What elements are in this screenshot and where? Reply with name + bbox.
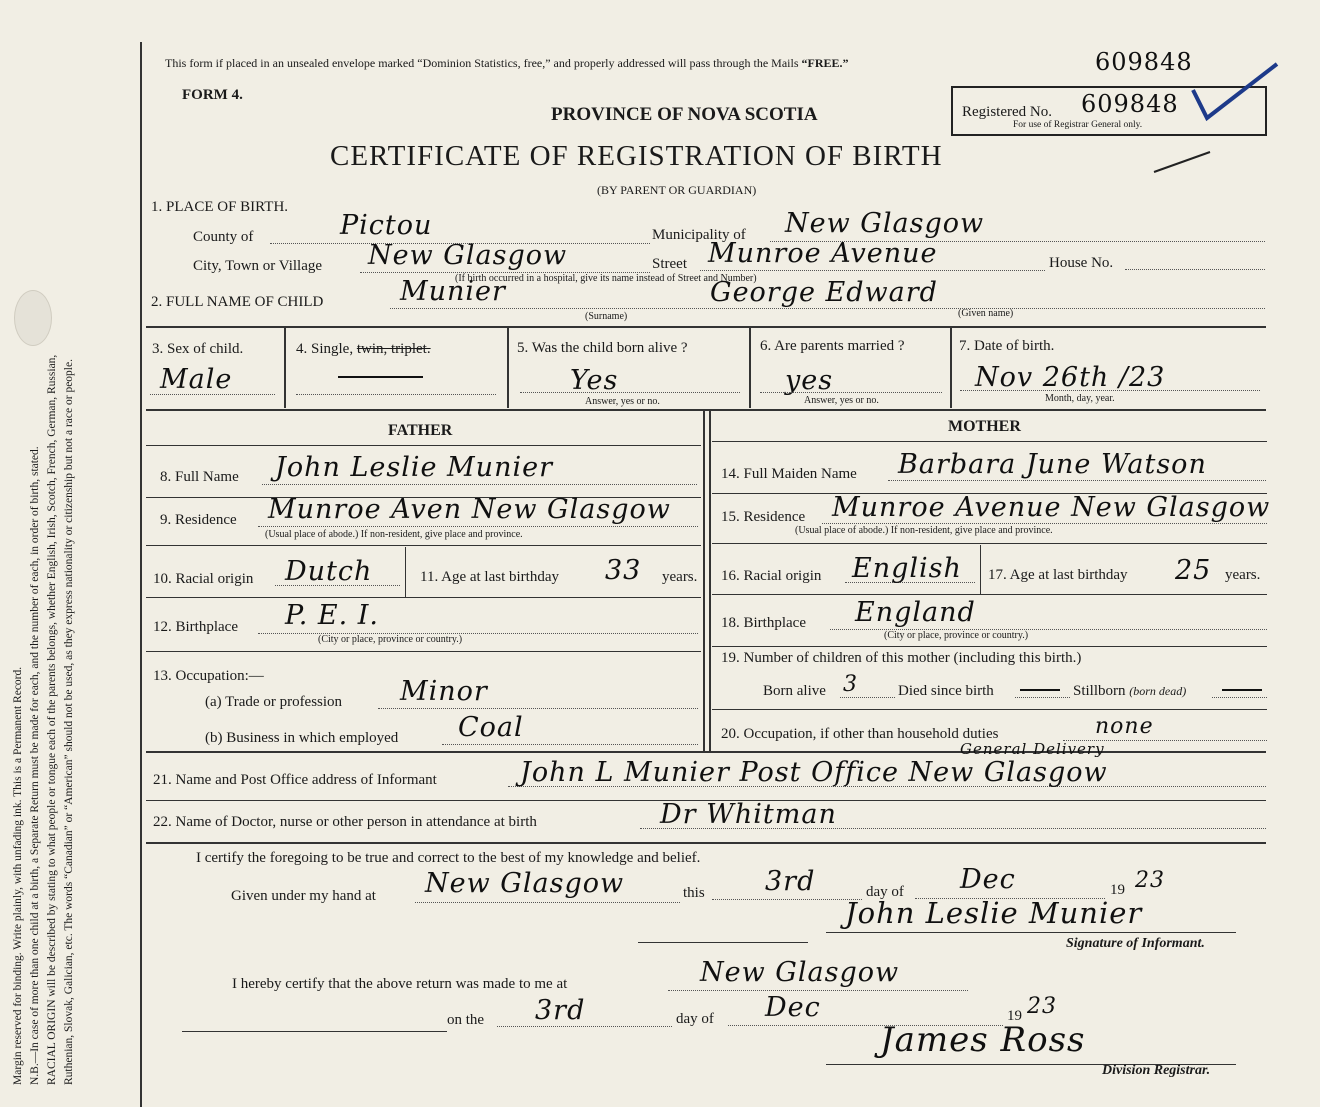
doctor-label: 22. Name of Doctor, nurse or other person in attendance at birth xyxy=(153,814,537,830)
mother-divider-16-17 xyxy=(980,545,981,594)
signature-left-rule xyxy=(638,942,808,943)
father-name-line xyxy=(262,484,697,485)
certify-statement: I certify the foregoing to be true and correct to the best of my knowledge and belief. xyxy=(196,850,701,866)
parents-divider-b xyxy=(709,411,711,751)
informant-value: John L Munier Post Office New Glasgow xyxy=(520,757,1108,788)
given-day-line xyxy=(712,899,862,900)
father-divider-10-11 xyxy=(405,547,406,597)
divider-6-7 xyxy=(950,328,952,408)
rule-parents-top xyxy=(146,409,1266,411)
child-name-line xyxy=(390,308,1265,309)
registrar-place-value: New Glasgow xyxy=(700,957,900,988)
child-surname-value: Munier xyxy=(400,276,506,307)
mother-age-unit: years. xyxy=(1225,567,1261,583)
registrar-day-of-label: day of xyxy=(676,1011,714,1027)
single-line xyxy=(296,394,496,395)
house-number-line xyxy=(1125,269,1265,270)
mail-note xyxy=(165,56,849,71)
registrar-statement: I hereby certify that the above return was made to me at xyxy=(232,976,568,992)
stillborn-label xyxy=(1073,683,1186,700)
dob-value: Nov 26th /23 xyxy=(975,362,1166,393)
father-residence-label: 9. Residence xyxy=(160,512,237,528)
father-name-label: 8. Full Name xyxy=(160,469,239,485)
married-line xyxy=(760,392,942,393)
corner-mark-stroke xyxy=(1150,148,1220,178)
mother-occupation-label: 20. Occupation, if other than household duties xyxy=(721,726,999,742)
municipality-label: Municipality of xyxy=(652,227,746,243)
married-label: 6. Are parents married ? xyxy=(760,338,905,354)
trade-line xyxy=(378,708,698,709)
child-name-label: 2. FULL NAME OF CHILD xyxy=(151,294,324,310)
rule-row3-top xyxy=(146,326,1266,328)
county-label: County of xyxy=(193,229,254,245)
registrar-signature: James Ross xyxy=(880,1020,1086,1060)
mother-rule-18 xyxy=(712,646,1267,647)
given-month-value: Dec xyxy=(960,864,1016,895)
registrar-left-rule xyxy=(182,1031,447,1032)
street-value: Munroe Avenue xyxy=(708,238,938,269)
mother-age-label: 17. Age at last birthday xyxy=(988,567,1128,583)
died-since-birth-dash xyxy=(1020,689,1060,691)
single-text: 4. Single, xyxy=(296,341,354,357)
doctor-value: Dr Whitman xyxy=(660,799,837,830)
alive-label: 5. Was the child born alive ? xyxy=(517,340,688,356)
registrar-day-line xyxy=(497,1026,672,1027)
died-since-birth-label: Died since birth xyxy=(898,683,994,699)
father-residence-value: Munroe Aven New Glasgow xyxy=(268,494,671,525)
mother-racial-value: English xyxy=(852,553,962,584)
mother-name-line xyxy=(888,480,1266,481)
single-label xyxy=(296,341,431,358)
sex-value: Male xyxy=(160,364,233,395)
this-label: this xyxy=(683,885,705,901)
certificate-title: CERTIFICATE OF REGISTRATION OF BIRTH xyxy=(330,140,943,172)
binding-margin-line xyxy=(140,42,142,1107)
alive-caption: Answer, yes or no. xyxy=(585,396,660,407)
born-alive-label: Born alive xyxy=(763,683,826,699)
trade-value: Minor xyxy=(400,676,488,707)
corner-number: 609848 xyxy=(1095,48,1193,76)
registrar-day-value: 3rd xyxy=(535,995,586,1026)
mother-age-value: 25 xyxy=(1175,555,1212,586)
on-the-label: on the xyxy=(447,1012,485,1028)
given-day-value: 3rd xyxy=(765,866,816,897)
margin-note-4: Ruthenian, Slovak, Galician, etc. The words “Canadian” or “American” should not be used, as they express nationality or citizenship but not a race or people. xyxy=(63,359,75,1085)
business-label: (b) Business in which employed xyxy=(205,730,399,746)
given-year-prefix: 19 xyxy=(1110,882,1125,898)
county-value: Pictou xyxy=(340,210,433,241)
alive-value: Yes xyxy=(570,365,619,396)
born-alive-value: 3 xyxy=(843,672,858,697)
hospital-note: (If birth occurred in a hospital, give its name instead of Street and Number) xyxy=(455,273,757,284)
alive-line xyxy=(520,392,740,393)
registrar-note: For use of Registrar General only. xyxy=(1013,120,1143,130)
margin-note-3: RACIAL ORIGIN will be described by stating to what people or tongue each of the parents belongs, whether English, Irish, Scotch, French, German, Russian, xyxy=(46,354,58,1085)
married-caption: Answer, yes or no. xyxy=(804,395,879,406)
mother-name-label: 14. Full Maiden Name xyxy=(721,466,857,482)
registrar-year-value: 23 xyxy=(1027,994,1057,1019)
father-rule-11 xyxy=(146,597,701,598)
margin-note-2: N.B.—In case of more than one child at a birth, a Separate Return must be made for each, and the number of each, in order of birth, stated. xyxy=(29,446,41,1085)
single-stroke-mark xyxy=(338,376,423,378)
business-line xyxy=(442,744,698,745)
father-heading: FATHER xyxy=(388,422,453,439)
father-residence-line xyxy=(258,526,698,527)
informant-label: 21. Name and Post Office address of Informant xyxy=(153,772,437,788)
given-label: Given under my hand at xyxy=(231,888,376,904)
father-age-value: 33 xyxy=(605,555,642,586)
divider-3-4 xyxy=(284,328,286,408)
divider-5-6 xyxy=(749,328,751,408)
sex-label: 3. Sex of child. xyxy=(152,341,244,357)
mother-birthplace-label: 18. Birthplace xyxy=(721,615,806,631)
dob-line xyxy=(960,390,1260,391)
province-heading: PROVINCE OF NOVA SCOTIA xyxy=(551,104,818,125)
registrar-signature-caption: Division Registrar. xyxy=(1102,1063,1211,1078)
father-birthplace-caption: (City or place, province or country.) xyxy=(318,634,463,645)
street-line xyxy=(700,270,1045,271)
municipality-value: New Glasgow xyxy=(785,208,985,239)
given-day-of-label: day of xyxy=(866,884,904,900)
registered-number: 609848 xyxy=(1081,90,1179,118)
registrar-place-line xyxy=(668,990,968,991)
surname-caption: (Surname) xyxy=(585,311,628,322)
certificate-subtitle: (BY PARENT OR GUARDIAN) xyxy=(597,183,757,197)
mother-occupation-value: none xyxy=(1095,714,1154,739)
trade-label: (a) Trade or profession xyxy=(205,694,343,710)
city-value: New Glasgow xyxy=(368,240,568,271)
child-given-value: George Edward xyxy=(710,277,938,308)
mother-heading-rule xyxy=(712,441,1267,442)
died-since-birth-line xyxy=(1015,697,1070,698)
check-mark-stroke xyxy=(1193,64,1277,118)
check-mark xyxy=(1185,60,1285,130)
father-birthplace-label: 12. Birthplace xyxy=(153,619,238,635)
informant-insert: General Delivery xyxy=(960,740,1105,758)
given-caption: (Given name) xyxy=(958,308,1014,319)
place-of-birth-heading: 1. PLACE OF BIRTH. xyxy=(151,199,289,215)
father-racial-value: Dutch xyxy=(285,556,373,587)
sex-line xyxy=(150,394,275,395)
father-age-label: 11. Age at last birthday xyxy=(420,569,559,585)
children-label: 19. Number of children of this mother (including this birth.) xyxy=(721,650,1082,666)
divider-4-5 xyxy=(507,328,509,408)
margin-notes xyxy=(0,0,140,1107)
stillborn-note: (born dead) xyxy=(1129,684,1187,698)
born-alive-line xyxy=(840,697,895,698)
mail-note-text: This form if placed in an unsealed envelope marked “Dominion Statistics, free,” and properly addressed will pass through the Mails xyxy=(165,56,799,70)
mail-free: “FREE.” xyxy=(801,56,849,70)
mother-rule-19 xyxy=(712,709,1267,710)
form-number: FORM 4. xyxy=(182,87,243,103)
mother-residence-value: Munroe Avenue New Glasgow xyxy=(832,492,1271,523)
given-place-line xyxy=(415,902,680,903)
informant-signature-line xyxy=(826,932,1236,933)
stillborn-dash xyxy=(1222,689,1262,691)
stillborn-line xyxy=(1212,697,1267,698)
father-age-unit: years. xyxy=(662,569,698,585)
father-name-value: John Leslie Munier xyxy=(275,452,553,483)
stillborn-text: Stillborn xyxy=(1073,683,1126,699)
occupation-label: 13. Occupation:— xyxy=(153,668,264,684)
mother-residence-line xyxy=(822,523,1267,524)
mother-name-value: Barbara June Watson xyxy=(898,449,1207,480)
registered-label: Registered No. xyxy=(962,104,1052,120)
dob-label: 7. Date of birth. xyxy=(959,338,1055,354)
mother-heading: MOTHER xyxy=(948,418,1021,435)
given-year-value: 23 xyxy=(1135,868,1165,893)
mother-residence-caption: (Usual place of abode.) If non-resident, give place and province. xyxy=(795,525,1053,536)
twin-triplet-struck: twin, triplet. xyxy=(356,341,431,357)
married-value: yes xyxy=(785,365,834,396)
corner-mark xyxy=(1150,148,1220,184)
father-rule-9 xyxy=(146,545,701,546)
house-number-label: House No. xyxy=(1049,255,1114,271)
mother-rule-17 xyxy=(712,594,1267,595)
registrar-month-value: Dec xyxy=(765,992,821,1023)
mother-birthplace-value: England xyxy=(855,597,976,628)
mother-residence-label: 15. Residence xyxy=(721,509,806,525)
father-racial-label: 10. Racial origin xyxy=(153,571,254,587)
business-value: Coal xyxy=(458,712,524,743)
informant-signature-caption: Signature of Informant. xyxy=(1066,936,1205,951)
rule-doctor-bottom xyxy=(146,842,1266,844)
father-birthplace-value: P. E. I. xyxy=(285,600,379,631)
margin-note-1: Margin reserved for binding. Write plainly, with unfading ink. This is a Permanent Record. xyxy=(12,666,24,1085)
street-label: Street xyxy=(652,256,687,272)
punch-hole xyxy=(14,290,52,346)
father-heading-rule xyxy=(146,445,701,446)
dob-caption: Month, day, year. xyxy=(1045,393,1115,404)
given-place-value: New Glasgow xyxy=(425,868,625,899)
father-rule-12 xyxy=(146,651,701,652)
city-label: City, Town or Village xyxy=(193,258,323,274)
mother-racial-label: 16. Racial origin xyxy=(721,568,822,584)
informant-signature: John Leslie Munier xyxy=(845,896,1143,930)
registrar-year-prefix: 19 xyxy=(1007,1008,1022,1024)
parents-divider-a xyxy=(703,411,705,751)
father-residence-caption: (Usual place of abode.) If non-resident, give place and province. xyxy=(265,529,523,540)
mother-birthplace-caption: (City or place, province or country.) xyxy=(884,630,1029,641)
mother-rule-15 xyxy=(712,543,1267,544)
